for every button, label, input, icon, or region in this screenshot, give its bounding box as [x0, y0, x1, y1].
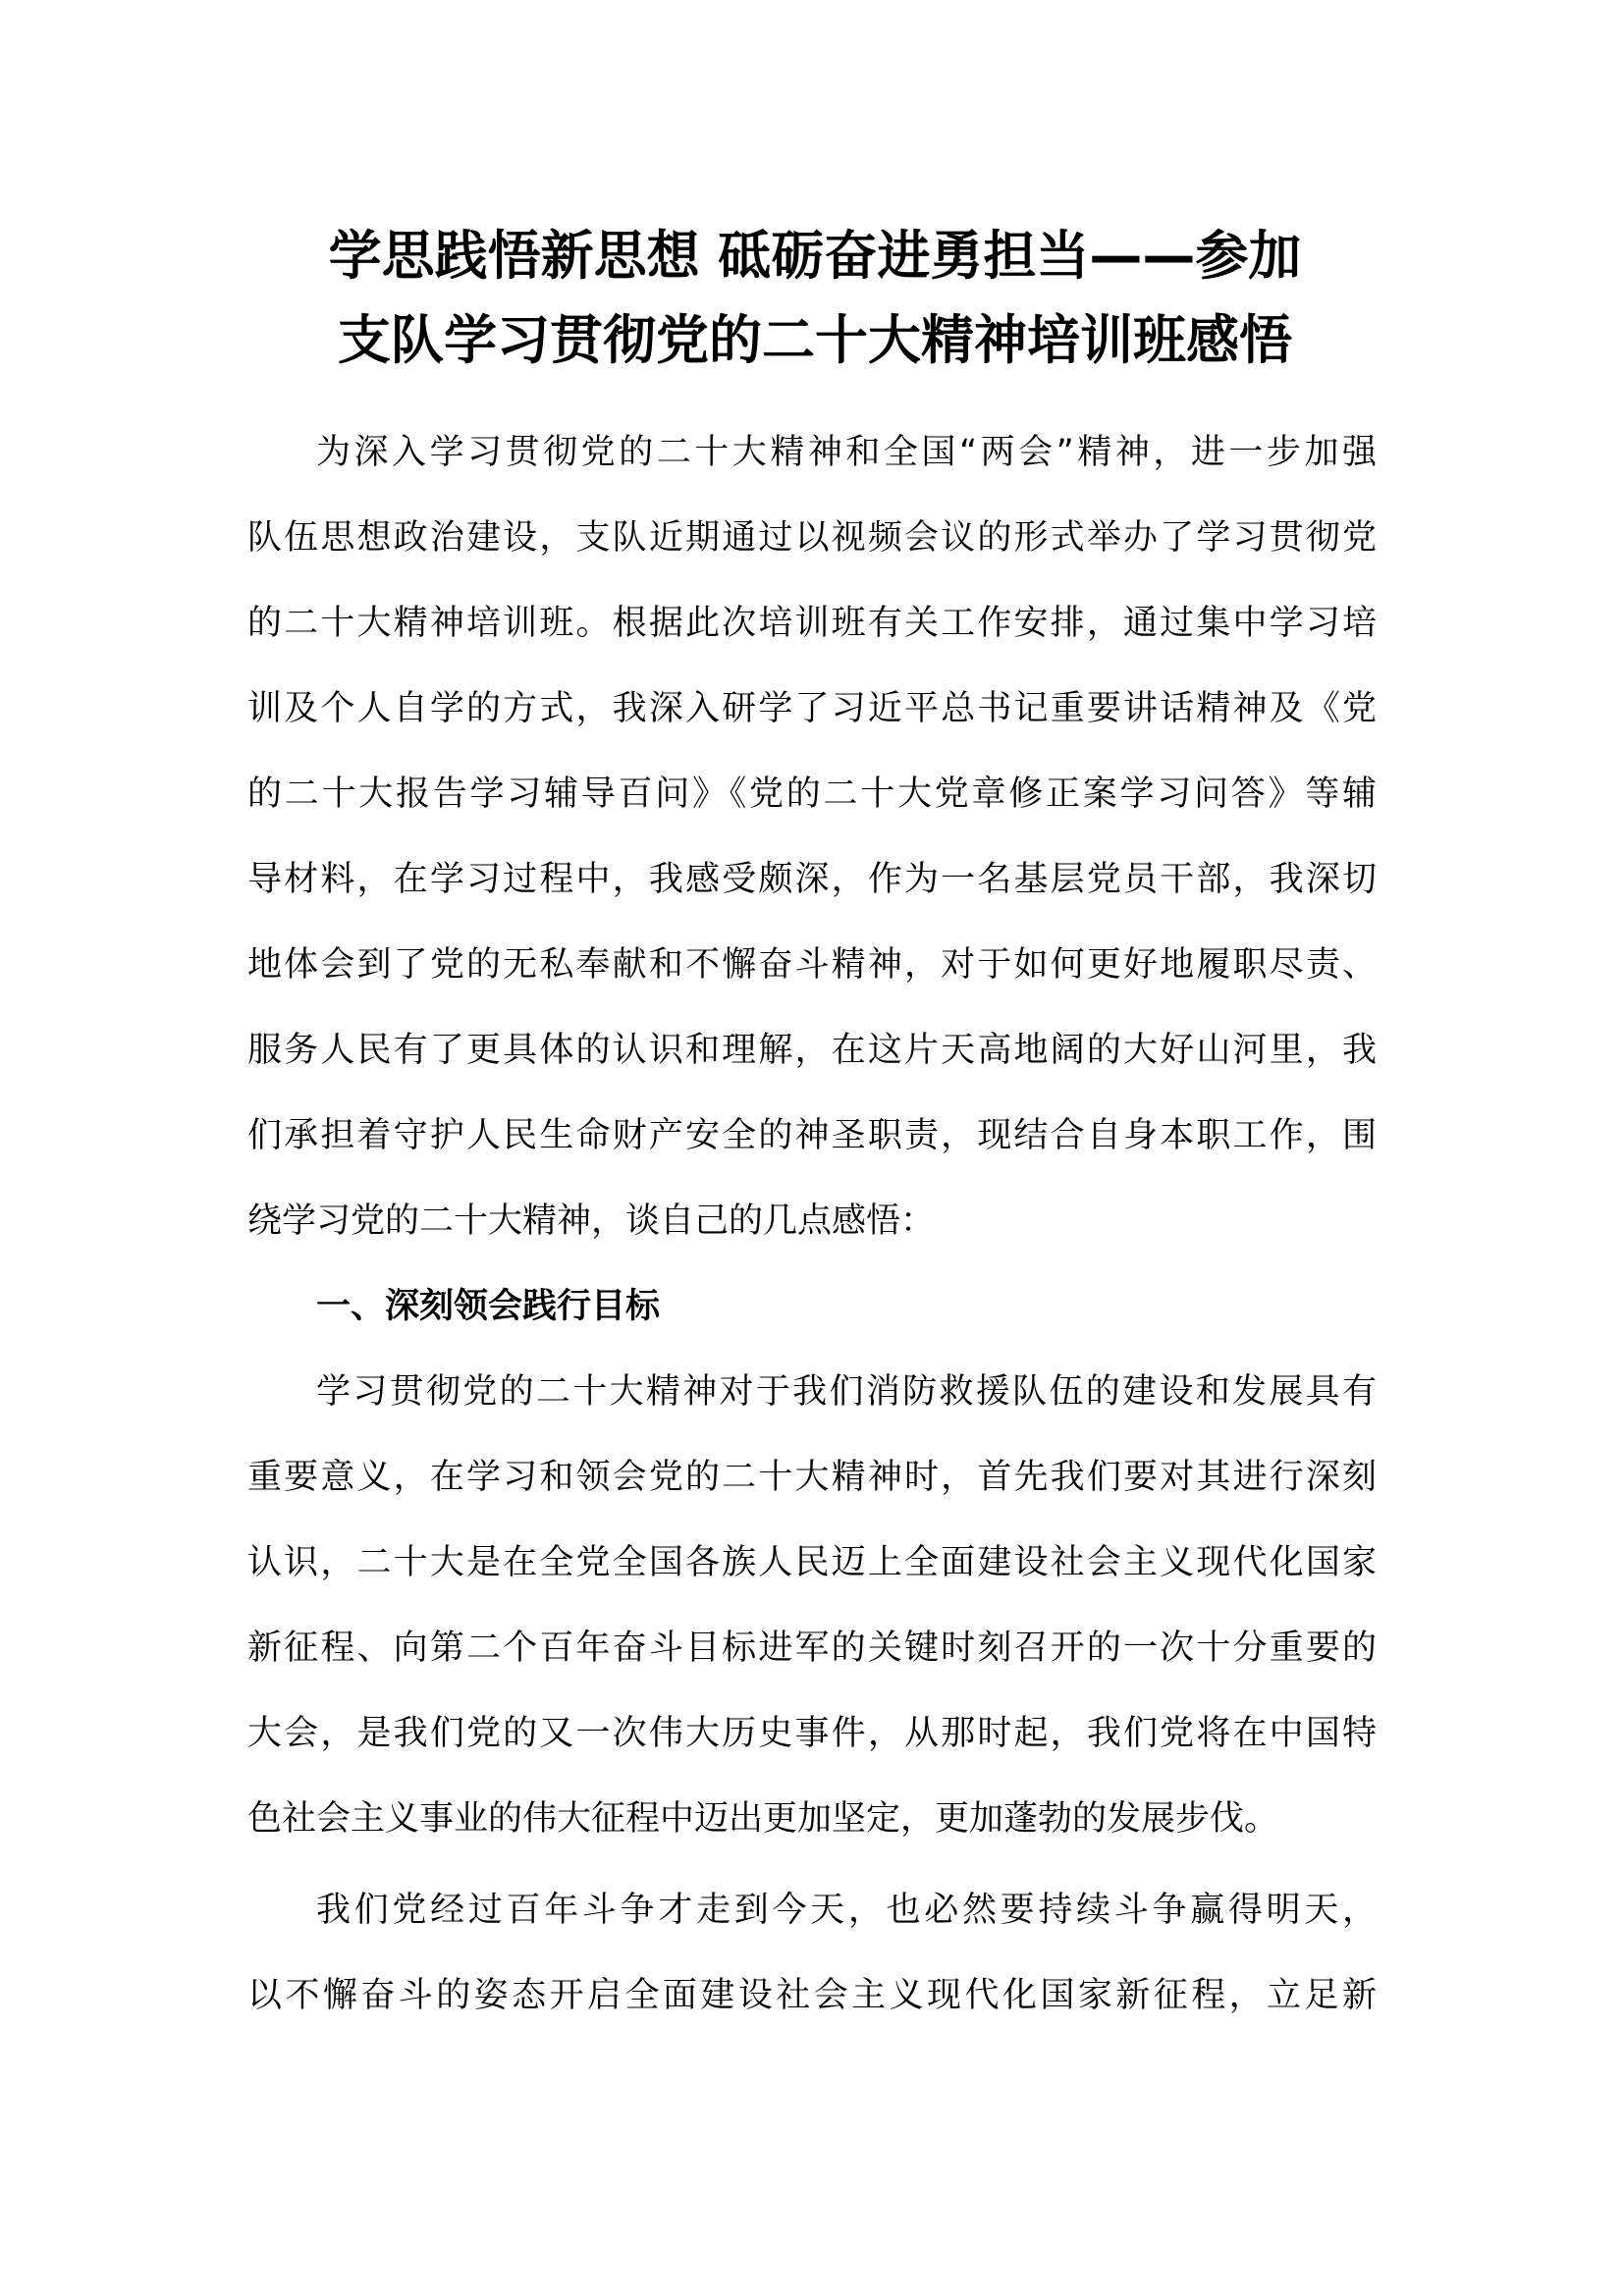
- text-line: 导材料，在学习过程中，我感受颇深，作为一名基层党员干部，我深切: [247, 860, 1377, 899]
- section-heading-1: 一、深刻领会践行目标: [316, 1287, 661, 1326]
- text-line: 地体会到了党的无私奉献和不懈奋斗精神，对于如何更好地履职尽责、: [247, 945, 1377, 985]
- text-line: 训及个人自学的方式，我深入研学了习近平总书记重要讲话精神及《党: [247, 689, 1377, 728]
- document-title: [245, 214, 1384, 383]
- text-line: 大会，是我们党的又一次伟大历史事件，从那时起，我们党将在中国特: [247, 1714, 1377, 1753]
- text-line: 认识，二十大是在全党全国各族人民迈上全面建设社会主义现代化国家: [247, 1543, 1377, 1582]
- text-line: 为深入学习贯彻党的二十大精神和全国“两会”精神，进一步加强: [316, 433, 1377, 472]
- title-line-1: 学思践悟新思想 砥砺奋进勇担当——参加: [328, 225, 1302, 287]
- text-line: 绕学习党的二十大精神，谈自己的几点感悟：: [247, 1201, 936, 1241]
- intro-paragraph: [247, 410, 1377, 1264]
- text-line: 重要意义，在学习和领会党的二十大精神时，首先我们要对其进行深刻: [247, 1458, 1377, 1497]
- text-line: 新征程、向第二个百年奋斗目标进军的关键时刻召开的一次十分重要的: [247, 1629, 1377, 1668]
- text-line: 以不懈奋斗的姿态开启全面建设社会主义现代化国家新征程，立足新: [247, 1976, 1377, 2015]
- document-body: [247, 410, 1377, 2039]
- text-line: 的二十大精神培训班。根据此次培训班有关工作安排，通过集中学习培: [247, 604, 1377, 643]
- section-1-paragraph-2: [247, 1868, 1377, 2039]
- text-line: 队伍思想政治建设，支队近期通过以视频会议的形式举办了学习贯彻党: [247, 518, 1377, 558]
- title-line-2: 支队学习贯彻党的二十大精神培训班感悟: [338, 309, 1292, 371]
- text-line: 色社会主义事业的伟大征程中迈出更加坚定，更加蓬勃的发展步伐。: [247, 1799, 1279, 1839]
- text-line: 我们党经过百年斗争才走到今天，也必然要持续斗争赢得明天，: [316, 1891, 1377, 1930]
- text-line: 服务人民有了更具体的认识和理解，在这片天高地阔的大好山河里，我: [247, 1031, 1377, 1070]
- text-line: 学习贯彻党的二十大精神对于我们消防救援队伍的建设和发展具有: [316, 1372, 1377, 1412]
- text-line: 的二十大报告学习辅导百问》《党的二十大党章修正案学习问答》等辅: [247, 774, 1377, 814]
- section-1-paragraph-1: [247, 1350, 1377, 1862]
- text-line: 们承担着守护人民生命财产安全的神圣职责，现结合自身本职工作，围: [247, 1116, 1377, 1155]
